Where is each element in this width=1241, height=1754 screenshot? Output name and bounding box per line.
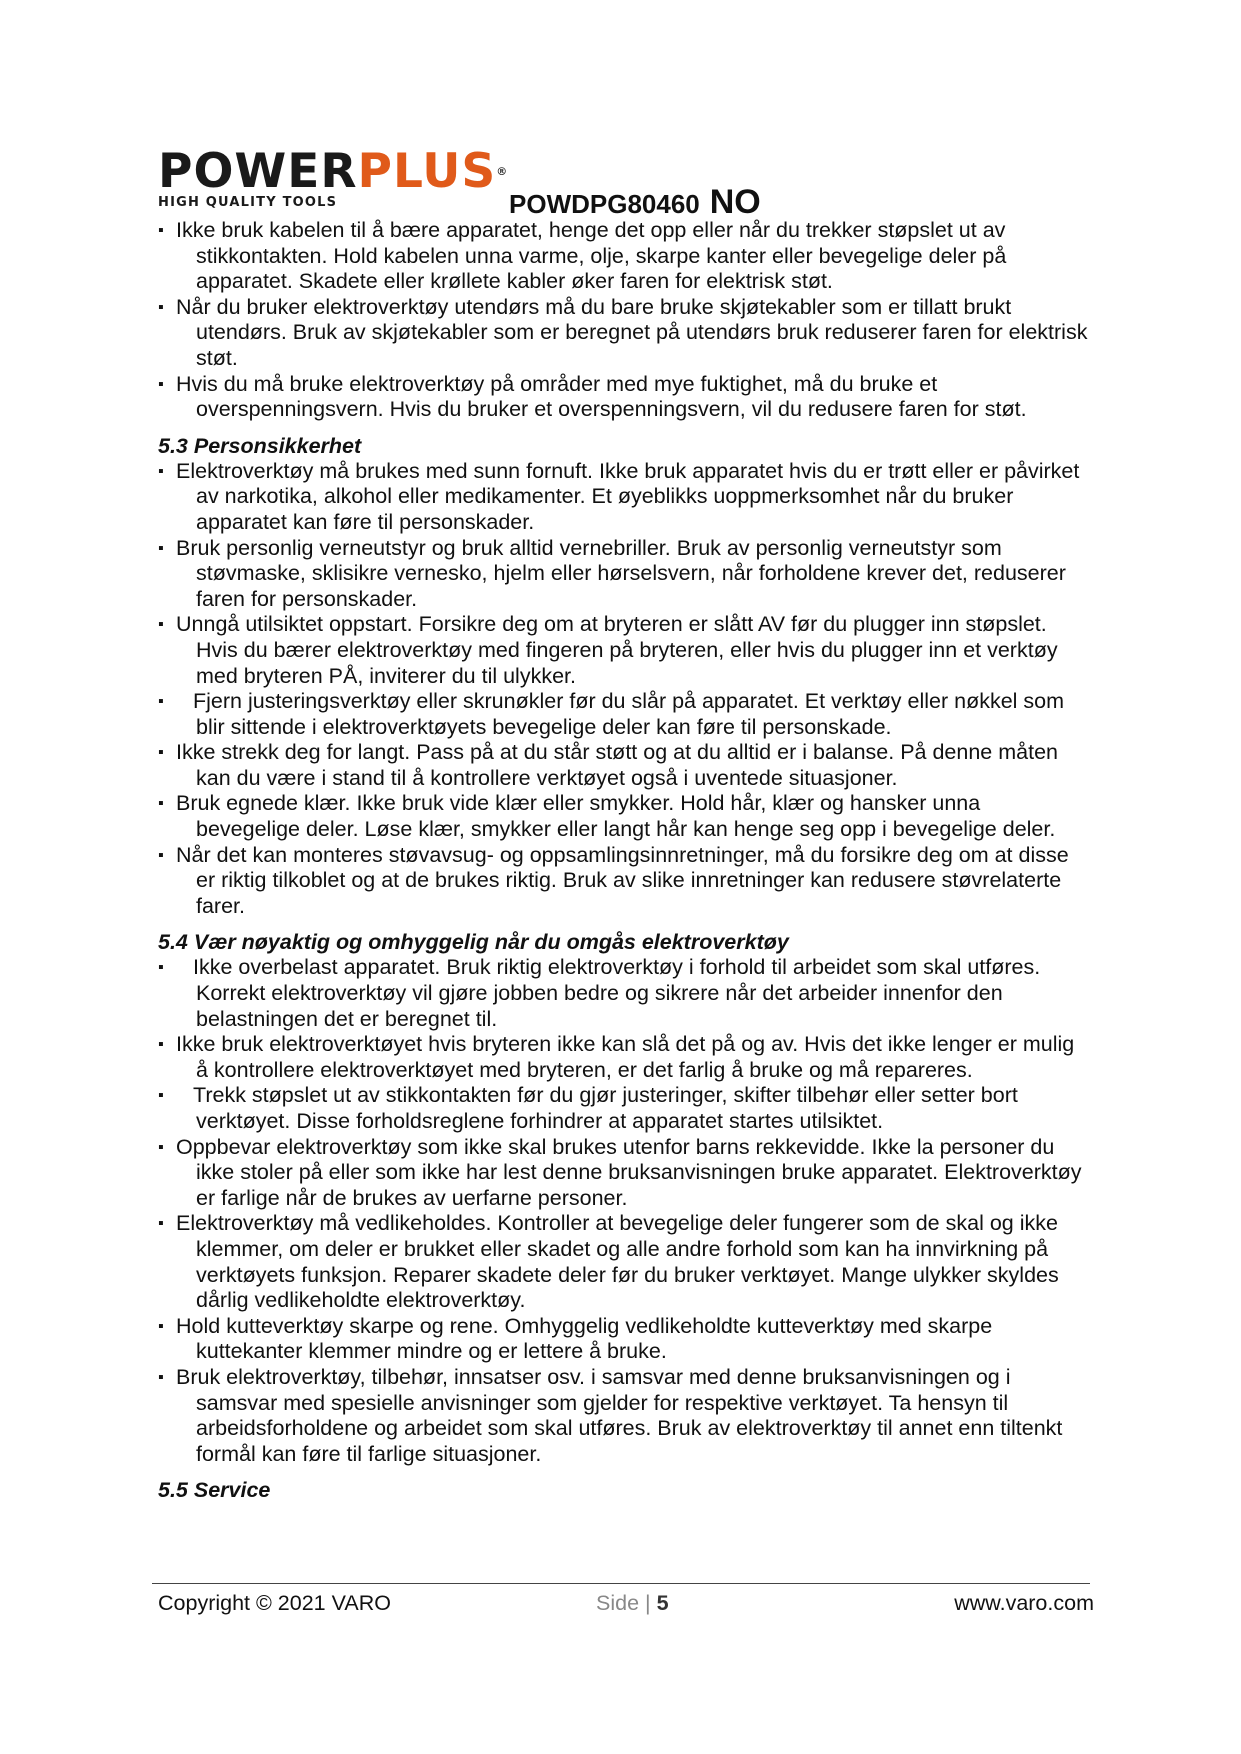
list-item: ▪ Fjern justeringsverktøy eller skrunøkler før du slår på apparatet. Et verktøy eller nøkkel som blir sittende i elektroverktøyets bevegelige deler kan føre til personskade. bbox=[158, 689, 1088, 740]
section-heading-5-5: 5.5 Service bbox=[158, 1478, 271, 1503]
list-item: ▪ Oppbevar elektroverktøy som ikke skal brukes utenfor barns rekkevidde. Ikke la personer du ikke stoler på eller som ikke har lest denne bruksanvisningen bruke apparatet. Elektroverktøy er farlige når de brukes av uerfarne personer. bbox=[158, 1135, 1088, 1212]
footer-copyright: Copyright © 2021 VARO bbox=[158, 1591, 391, 1615]
list-item: ▪ Elektroverktøy må brukes med sunn fornuft. Ikke bruk apparatet hvis du er trøtt eller er påvirket av narkotika, alkohol eller medikamenter. Et øyeblikks uoppmerksomhet når du bruker apparatet kan føre til personskader. bbox=[158, 459, 1088, 536]
list-item: ▪ Når det kan monteres støvavsug- og oppsamlingsinnretninger, må du forsikre deg om at disse er riktig tilkoblet og at de brukes riktig. Bruk av slike innretninger kan redusere støvrelaterte farer. bbox=[158, 843, 1088, 920]
list-item: ▪ Når du bruker elektroverktøy utendørs må du bare bruke skjøtekabler som er tillatt brukt utendørs. Bruk av skjøtekabler som er beregnet på utendørs bruk reduserer faren for elektrisk støt. bbox=[158, 295, 1088, 372]
section-heading-5-3: 5.3 Personsikkerhet bbox=[158, 433, 362, 458]
list-item: ▪ Bruk egnede klær. Ikke bruk vide klær eller smykker. Hold hår, klær og hansker unna bevegelige deler. Løse klær, smykker eller langt hår kan henge seg opp i bevegelige deler. bbox=[158, 791, 1088, 842]
list-item: ▪ Ikke bruk elektroverktøyet hvis bryteren ikke kan slå det på og av. Hvis det ikke lenger er mulig å kontrollere elektroverktøyet med bryteren, er det farlig å bruke og må repareres. bbox=[158, 1032, 1088, 1083]
list-item: ▪ Hold kutteverktøy skarpe og rene. Omhyggelig vedlikeholdte kutteverktøy med skarpe kuttekanter klemmer mindre og er lettere å bruke. bbox=[158, 1314, 1088, 1365]
footer-divider bbox=[152, 1583, 1090, 1584]
list-item: ▪ Bruk personlig verneutstyr og bruk alltid vernebriller. Bruk av personlig verneutstyr som støvmaske, sklisikre vernesko, hjelm eller hørselsvern, når forholdene krever det, reduserer faren for personskader. bbox=[158, 536, 1088, 613]
brand-tagline: HIGH QUALITY TOOLS bbox=[158, 195, 338, 210]
page-number: 5 bbox=[656, 1591, 669, 1615]
brand-name bbox=[158, 144, 509, 199]
list-item: ▪ Bruk elektroverktøy, tilbehør, innsatser osv. i samsvar med denne bruksanvisningen og i samsvar med spesielle anvisninger som gjelder for respektive verktøyet. Ta hensyn til arbeidsforholdene og arbeidet som skal utføres. Bruk av elektroverktøy til annet enn tiltenkt formål kan føre til farlige situasjoner. bbox=[158, 1365, 1088, 1467]
page-content bbox=[158, 218, 1088, 1503]
bullet-list bbox=[158, 955, 1088, 1467]
footer-website[interactable]: www.varo.com bbox=[954, 1591, 1094, 1615]
brand-logo bbox=[158, 144, 509, 210]
list-item: ▪ Elektroverktøy må vedlikeholdes. Kontroller at bevegelige deler fungerer som de skal og ikke klemmer, om deler er brukket eller skadet og alle andre forhold som kan ha innvirkning på verktøyets funksjon. Reparer skadete deler før du bruker verktøyet. Mange ulykker skyldes dårlig vedlikeholdte elektroverktøy. bbox=[158, 1211, 1088, 1313]
list-item: ▪ Unngå utilsiktet oppstart. Forsikre deg om at bryteren er slått AV før du plugger inn støpslet. Hvis du bærer elektroverktøy med fingeren på bryteren, eller hvis du plugger inn et verktøy med bryteren PÅ, inviterer du til ulykker. bbox=[158, 612, 1088, 689]
list-item: ▪ Hvis du må bruke elektroverktøy på områder med mye fuktighet, må du bruke et overspenningsvern. Hvis du bruker et overspenningsvern, vil du redusere faren for støt. bbox=[158, 372, 1088, 423]
list-item: ▪ Trekk støpslet ut av stikkontakten før du gjør justeringer, skifter tilbehør eller setter bort verktøyet. Disse forholdsreglene forhindrer at apparatet startes utilsiktet. bbox=[158, 1083, 1088, 1134]
list-item: ▪ Ikke bruk kabelen til å bære apparatet, henge det opp eller når du trekker støpslet ut av stikkontakten. Hold kabelen unna varme, olje, skarpe kanter eller bevegelige deler på apparatet. Skadete eller krøllete kabler øker faren for elektrisk støt. bbox=[158, 218, 1088, 295]
bullet-list bbox=[158, 218, 1088, 423]
registered-mark: ® bbox=[496, 165, 509, 178]
brand-name-plus: PLUS bbox=[357, 144, 497, 199]
list-item: ▪ Ikke overbelast apparatet. Bruk riktig elektroverktøy i forhold til arbeidet som skal utføres. Korrekt elektroverktøy vil gjøre jobben bedre og sikrere når det arbeider innenfor den belastningen det er beregnet til. bbox=[158, 955, 1088, 1032]
page-label: Side | bbox=[596, 1591, 657, 1615]
language-code: NO bbox=[709, 183, 761, 221]
bullet-list bbox=[158, 459, 1088, 920]
model-code: POWDPG80460 bbox=[509, 189, 700, 219]
section-heading-5-4: 5.4 Vær nøyaktig og omhyggelig når du omgås elektroverktøy bbox=[158, 930, 789, 955]
model-header bbox=[509, 183, 761, 222]
brand-name-power: POWER bbox=[158, 144, 358, 199]
list-item: ▪ Ikke strekk deg for langt. Pass på at du står støtt og at du alltid er i balanse. På denne måten kan du være i stand til å kontrollere verktøyet også i uventede situasjoner. bbox=[158, 740, 1088, 791]
footer-page bbox=[596, 1591, 669, 1616]
